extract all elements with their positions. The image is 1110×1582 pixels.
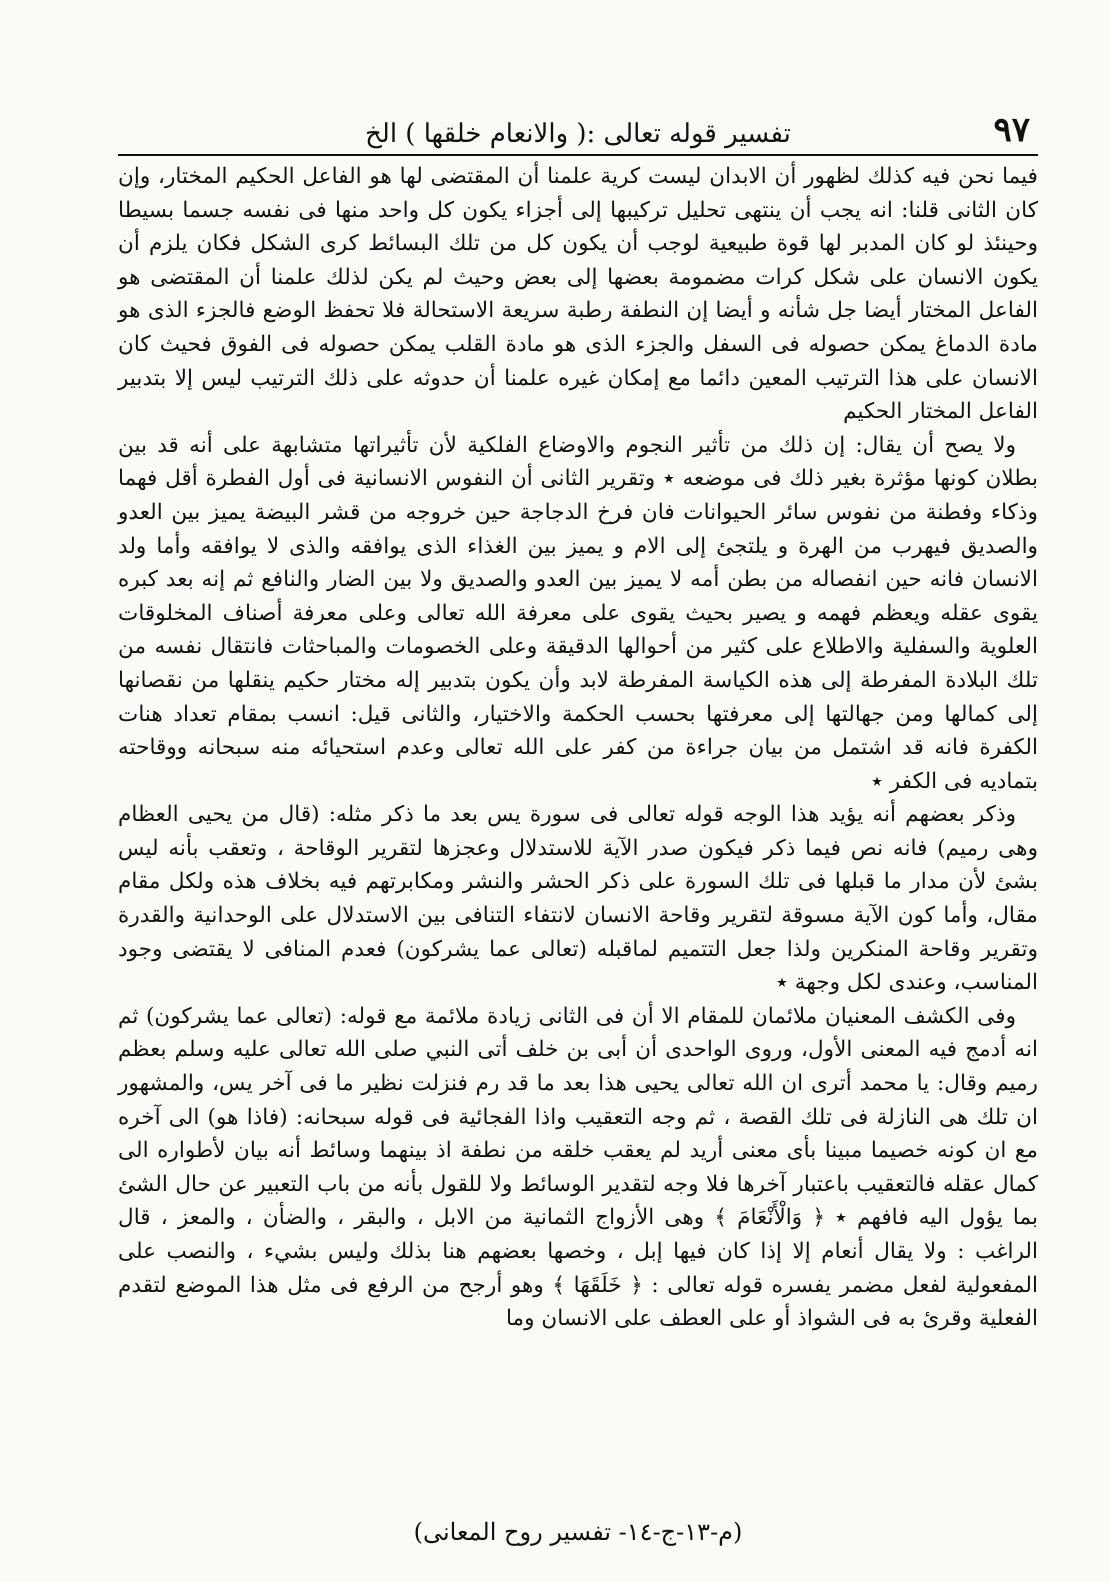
- page-header: [118, 108, 1038, 156]
- running-title: تفسير قوله تعالى :( والانعام خلقها ) الخ: [365, 119, 791, 149]
- body-text: [118, 160, 1038, 1336]
- page-number: ٩٧: [993, 110, 1030, 150]
- page: [118, 108, 1038, 1548]
- paragraph-3: وذكر بعضهم أنه يؤيد هذا الوجه قوله تعالى فى سورة يس بعد ما ذكر مثله: (قال من يحيى العظام وهى رميم) فانه نص فيما ذكر فيكون صدر الآية للاستدلال وعجزها لتقرير الوقاحة ، وتعقب بأنه ليس بشئ لأن مدار ما قبلها فى تلك السورة على ذكر الحشر والنشر ومكابرتهم فيه بخلاف هذه ولكل مقام مقال، وأما كون الآية مسوقة لتقرير وقاحة الانسان لانتفاء التنافى بين الاستدلال على الوحدانية والقدرة وتقرير وقاحة المنكرين ولذا جعل التتميم لماقبله (تعالى عما يشركون) فعدم المنافى لا يقتضى وجود المناسب، وعندى لكل وجهة ٭: [118, 802, 1038, 996]
- paragraph-4: وفى الكشف المعنيان ملائمان للمقام الا أن فى الثانى زيادة ملائمة مع قوله: (تعالى عما يشركون) ثم انه أدمج فيه المعنى الأول، وروى الواحدى أن أبى بن خلف أتى النبي صلى الله تعالى عليه وسلم بعظم رميم وقال: يا محمد أترى ان الله تعالى يحيى هذا بعد ما قد رم فنزلت نظير ما فى آخر يس، والمشهور ان تلك هى النازلة فى تلك القصة ، ثم وجه التعقيب واذا الفجائية فى قوله سبحانه: (فاذا هو) الى آخره مع ان كونه خصيما مبينا بأى معنى أريد لم يعقب خلقه من نطفة اذ بينهما وسائط أنه بيان لأطواره الى كمال عقله فالتعقيب باعتبار آخرها فلا وجه لتقدير الوسائط ولا للقول بأنه من باب التعبير عن حال الشئ بما يؤول اليه فافهم ٭ ﴿ وَالْأَنْعَامَ ﴾ وهى الأزواج الثمانية من الابل ، والبقر ، والضأن ، والمعز ، قال الراغب : ولا يقال أنعام إلا إذا كان فيها إبل ، وخصها بعضهم هنا بذلك وليس بشيء ، والنصب على المفعولية لفعل مضمر يفسره قوله تعالى : ﴿ خَلَقَهَا ﴾ وهو أرجح من الرفع فى مثل هذا الموضع لتقدم الفعلية وقرئ به فى الشواذ أو على العطف على الانسان وما: [118, 1003, 1038, 1332]
- paragraph-2: ولا يصح أن يقال: إن ذلك من تأثير النجوم والاوضاع الفلكية لأن تأثيراتها متشابهة على أنه قد بين بطلان كونها مؤثرة بغير ذلك فى موضعه ٭ وتقرير الثانى أن النفوس الانسانية فى أول الفطرة أقل فهما وذكاء وفطنة من نفوس سائر الحيوانات فان فرخ الدجاجة حين خروجه من قشر البيضة يميز بين العدو والصديق فيهرب من الهرة و يلتجئ إلى الام و يميز بين الغذاء الذى يوافقه والذى لا يوافقه وأما ولد الانسان فانه حين انفصاله من بطن أمه لا يميز بين العدو والصديق ولا بين الضار والنافع ثم إنه بعد كبره يقوى عقله ويعظم فهمه و يصير بحيث يقوى على معرفة الله تعالى وعلى معرفة أصناف المخلوقات العلوية والسفلية والاطلاع على كثير من أحوالها الدقيقة وعلى الخصومات والمباحثات فانتقال نفسه من تلك البلادة المفرطة إلى هذه الكياسة المفرطة لابد وأن يكون بتدبير إله مختار حكيم ينقلها من نقصانها إلى كمالها ومن جهالتها إلى معرفتها بحسب الحكمة والاختيار، والثانى قيل: انسب بمقام تعداد هنات الكفرة فانه قد اشتمل من بيان جراءة من كفر على الله تعالى وعدم استحيائه منه سبحانه ووقاحته بتماديه فى الكفر ٭: [118, 432, 1038, 794]
- paragraph-1: فيما نحن فيه كذلك لظهور أن الابدان ليست كرية علمنا أن المقتضى لها هو الفاعل الحكيم المختار، وإن كان الثانى قلنا: انه يجب أن ينتهى تحليل تركيبها إلى أجزاء يكون كل واحد منها فى نفسه جسما بسيطا وحينئذ لو كان المدبر لها قوة طبيعية لوجب أن يكون كل من تلك البسائط كرى الشكل فكان يلزم أن يكون الانسان على شكل كرات مضمومة بعضها إلى بعض وحيث لم يكن لذلك علمنا أن المقتضى هو الفاعل المختار أيضا جل شأنه و أيضا إن النطفة رطبة سريعة الاستحالة فلا تحفظ الوضع فالجزء الذى هو مادة الدماغ يمكن حصوله فى السفل والجزء الذى هو مادة القلب يمكن حصوله فى الفوق فحيث كان الانسان على هذا الترتيب المعين دائما مع إمكان غيره علمنا أن حدوثه على ذلك الترتيب ليس إلا بتدبير الفاعل المختار الحكيم: [118, 164, 1038, 425]
- footer-signature: (م-١٣-ج-١٤- تفسير روح المعانى): [413, 1518, 743, 1546]
